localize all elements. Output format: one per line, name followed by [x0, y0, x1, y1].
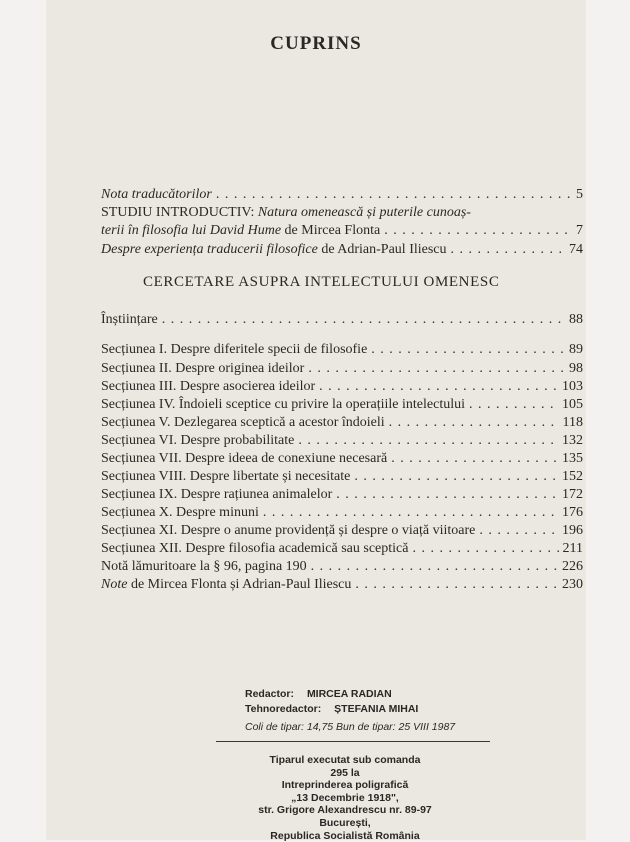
toc-entry-label: Înștiințare	[101, 312, 158, 327]
toc-leader	[336, 487, 558, 503]
tehnoredactor-label: Tehnoredactor:	[245, 703, 322, 715]
toc-entry-despre-experienta	[101, 242, 583, 258]
toc-entry	[101, 397, 583, 413]
toc-leader	[391, 451, 558, 467]
toc-leader	[216, 187, 572, 203]
toc-entry-note	[101, 577, 583, 593]
toc-entry-label: Secțiunea VII. Despre ideea de conexiune necesară	[101, 451, 388, 466]
toc-entry-label: Secțiunea XI. Despre o anume providență și despre o viață viitoare	[101, 523, 476, 538]
toc-leader	[263, 505, 558, 521]
toc-entry-studiu-line2	[101, 223, 583, 239]
toc-page-number: 176	[562, 505, 583, 520]
print-line: „13 Decembrie 1918",	[291, 791, 399, 804]
toc-page-number: 98	[569, 361, 583, 376]
printing-info	[200, 754, 490, 842]
print-line: Tiparul executat sub comanda	[269, 754, 421, 766]
toc-page-number: 118	[562, 415, 583, 430]
toc-entry-label: Secțiunea II. Despre originea ideilor	[101, 361, 305, 376]
toc-entry-label: Secțiunea I. Despre diferitele specii de filosofie	[101, 342, 368, 357]
toc-page-number: 226	[562, 559, 583, 574]
toc-leader	[308, 361, 565, 377]
toc-entry	[101, 312, 583, 328]
colophon-tehnoredactor	[245, 703, 418, 715]
toc-entry	[101, 342, 583, 358]
toc-entry-label: Secțiunea VIII. Despre libertate și necesitate	[101, 469, 351, 484]
toc-leader	[162, 312, 565, 328]
toc-page-number: 135	[562, 451, 583, 466]
print-line: 295 la	[330, 766, 360, 779]
toc-entry-studiu-line1	[101, 205, 471, 221]
toc-entry	[101, 559, 583, 575]
toc-entry-label: Secțiunea IV. Îndoieli sceptice cu privire la operațiile intelectului	[101, 397, 465, 412]
toc-leader	[389, 415, 559, 431]
page-title: CUPRINS	[270, 33, 362, 54]
toc-page-number: 196	[562, 523, 583, 538]
toc-leader	[354, 469, 558, 485]
toc-entry-label-italic: Note	[101, 577, 128, 592]
toc-page-number: 74	[569, 242, 583, 257]
toc-leader	[384, 223, 572, 239]
toc-page-number: 132	[562, 433, 583, 448]
toc-entry	[101, 487, 583, 503]
toc-entry	[101, 523, 583, 539]
toc-page-number: 105	[562, 397, 583, 412]
toc-page-number: 172	[562, 487, 583, 502]
toc-entry-label: STUDIU INTRODUCTIV:	[101, 205, 258, 220]
toc-page-number: 103	[562, 379, 583, 394]
toc-entry-label: Nota traducătorilor	[101, 187, 212, 202]
toc-leader	[371, 342, 565, 358]
toc-entry-label: Secțiunea III. Despre asocierea ideilor	[101, 379, 316, 394]
print-line: Intreprinderea poligrafică	[281, 779, 409, 792]
toc-entry	[101, 541, 583, 557]
toc-entry	[101, 505, 583, 521]
toc-page-number: 5	[576, 187, 583, 202]
toc-page-number: 89	[569, 342, 583, 357]
toc-leader	[451, 242, 565, 258]
toc-leader	[311, 559, 558, 575]
print-line: Republica Socialistă România	[270, 829, 420, 842]
print-line: București,	[319, 816, 371, 829]
toc-entry-nota	[101, 187, 583, 203]
toc-leader	[479, 523, 558, 539]
toc-page-number: 7	[576, 223, 583, 238]
toc-entry-label-italic: Despre experiența traducerii filosofice	[101, 242, 318, 257]
toc-entry-label: Secțiunea IX. Despre rațiunea animalelor	[101, 487, 333, 502]
toc-entry	[101, 469, 583, 485]
toc-entry-label: Secțiunea V. Dezlegarea sceptică a acestor îndoieli	[101, 415, 385, 430]
toc-entry-label: Secțiunea XII. Despre filosofia academică sau sceptică	[101, 541, 409, 556]
toc-entry-label: de Adrian-Paul Iliescu	[317, 242, 447, 257]
toc-entry-label-italic: terii în filosofia lui David Hume	[101, 223, 282, 238]
toc-leader	[469, 397, 558, 413]
toc-entry-label: Secțiunea X. Despre minuni	[101, 505, 259, 520]
colophon-redactor	[245, 688, 392, 700]
toc-page-number: 230	[562, 577, 583, 592]
toc-entry-label: de Mircea Flonta	[281, 223, 381, 238]
toc-entry	[101, 379, 583, 395]
colophon-coli: Coli de tipar: 14,75 Bun de tipar: 25 VIII 1987	[245, 721, 456, 733]
toc-page-number: 88	[569, 312, 583, 327]
toc-entry-label-italic: Natura omenească și puterile cunoaș-	[257, 205, 471, 220]
toc-entry	[101, 415, 583, 431]
toc-entry	[101, 433, 583, 449]
toc-page-number: 152	[562, 469, 583, 484]
redactor-label: Redactor:	[245, 688, 295, 700]
toc-leader	[412, 541, 558, 557]
toc-leader	[319, 379, 558, 395]
toc-leader	[298, 433, 558, 449]
redactor-name: MIRCEA RADIAN	[306, 688, 392, 700]
toc-leader	[355, 577, 558, 593]
toc-entry-label: Notă lămuritoare la § 96, pagina 190	[101, 559, 307, 574]
toc-page-number: 211	[562, 541, 583, 556]
toc-entry-label: de Mircea Flonta și Adrian-Paul Iliescu	[127, 577, 352, 592]
toc-entry	[101, 451, 583, 467]
print-line: str. Grigore Alexandrescu nr. 89-97	[258, 804, 432, 817]
colophon-rule	[216, 741, 490, 742]
toc-entry-label: Secțiunea VI. Despre probabilitate	[101, 433, 295, 448]
tehnoredactor-name: ȘTEFANIA MIHAI	[334, 703, 419, 715]
section-heading: CERCETARE ASUPRA INTELECTULUI OMENESC	[143, 274, 500, 290]
toc-entry	[101, 361, 583, 377]
